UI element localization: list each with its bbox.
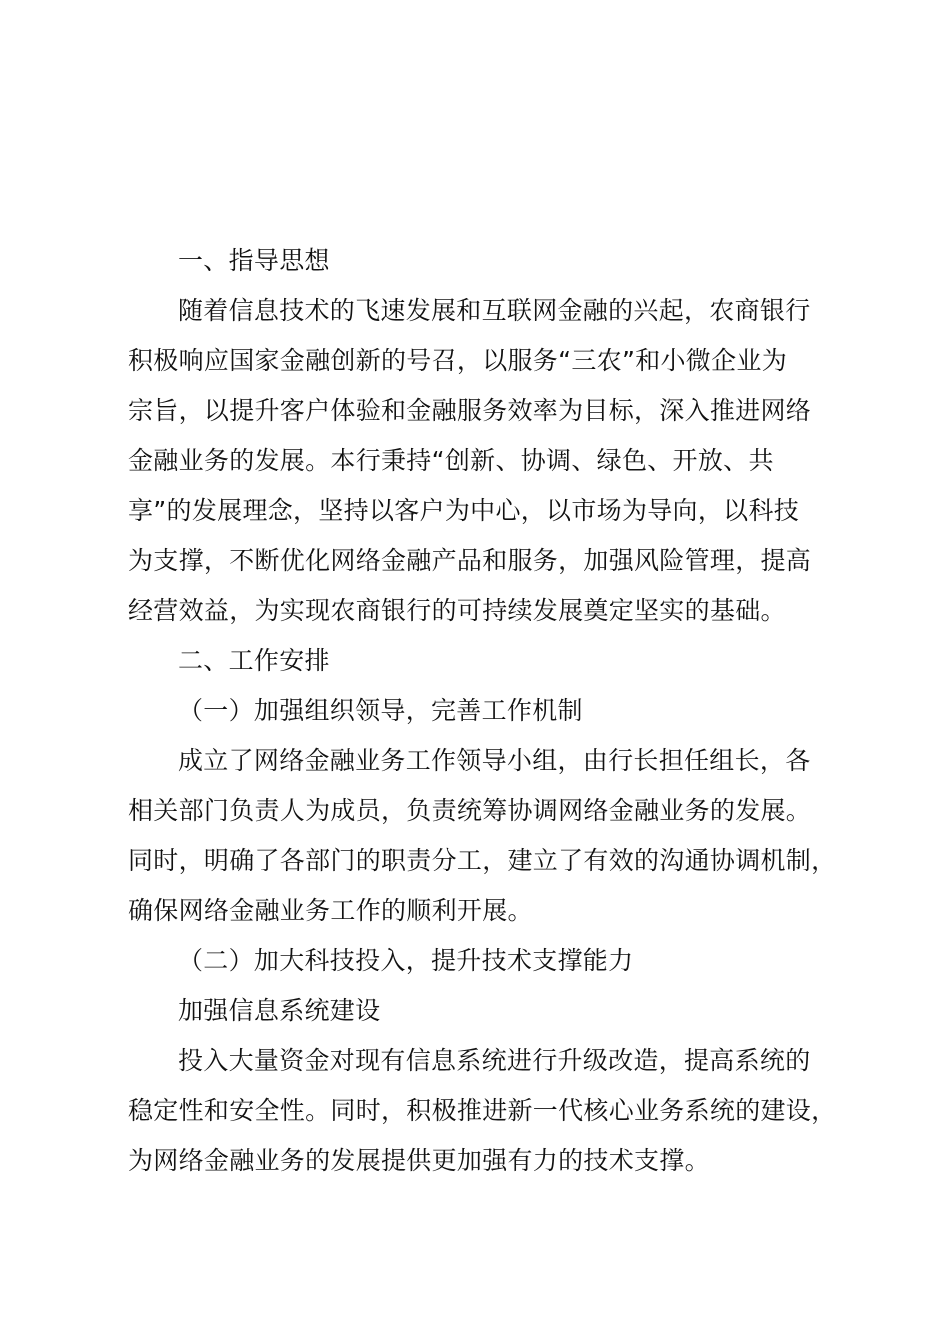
paragraph-line: 宗旨，以提升客户体验和金融服务效率为目标，深入推进网络 xyxy=(128,396,812,425)
paragraph-line: 经营效益，为实现农商银行的可持续发展奠定坚实的基础。 xyxy=(128,596,786,625)
paragraph-line: 享”的发展理念，坚持以客户为中心，以市场为导向，以科技 xyxy=(128,496,800,525)
subsection-heading-technology: （二）加大科技投入，提升技术支撑能力 xyxy=(178,946,634,975)
paragraph-line: 为支撑，不断优化网络金融产品和服务，加强风险管理，提高 xyxy=(128,546,812,575)
paragraph-line: 为网络金融业务的发展提供更加强有力的技术支撑。 xyxy=(128,1146,710,1175)
section-heading-guiding-ideology: 一、指导思想 xyxy=(178,246,330,275)
subsection-heading-organization: （一）加强组织领导，完善工作机制 xyxy=(178,696,583,725)
section-heading-work-arrangement: 二、工作安排 xyxy=(178,646,330,675)
paragraph-line: 相关部门负责人为成员，负责统筹协调网络金融业务的发展。 xyxy=(128,796,812,825)
paragraph-line: 稳定性和安全性。同时，积极推进新一代核心业务系统的建设， xyxy=(128,1096,837,1125)
paragraph-line: 确保网络金融业务工作的顺利开展。 xyxy=(128,896,533,925)
document-body xyxy=(128,236,836,1186)
paragraph-line: 同时，明确了各部门的职责分工，建立了有效的沟通协调机制， xyxy=(128,846,837,875)
paragraph-line: 投入大量资金对现有信息系统进行升级改造，提高系统的 xyxy=(178,1046,811,1075)
paragraph-line: 随着信息技术的飞速发展和互联网金融的兴起，农商银行 xyxy=(178,296,811,325)
paragraph-line: 金融业务的发展。本行秉持“创新、协调、绿色、开放、共 xyxy=(128,446,774,475)
item-heading-information-systems: 加强信息系统建设 xyxy=(178,996,381,1025)
paragraph-line: 成立了网络金融业务工作领导小组，由行长担任组长，各 xyxy=(178,746,811,775)
paragraph-line: 积极响应国家金融创新的号召，以服务“三农”和小微企业为 xyxy=(128,346,788,375)
